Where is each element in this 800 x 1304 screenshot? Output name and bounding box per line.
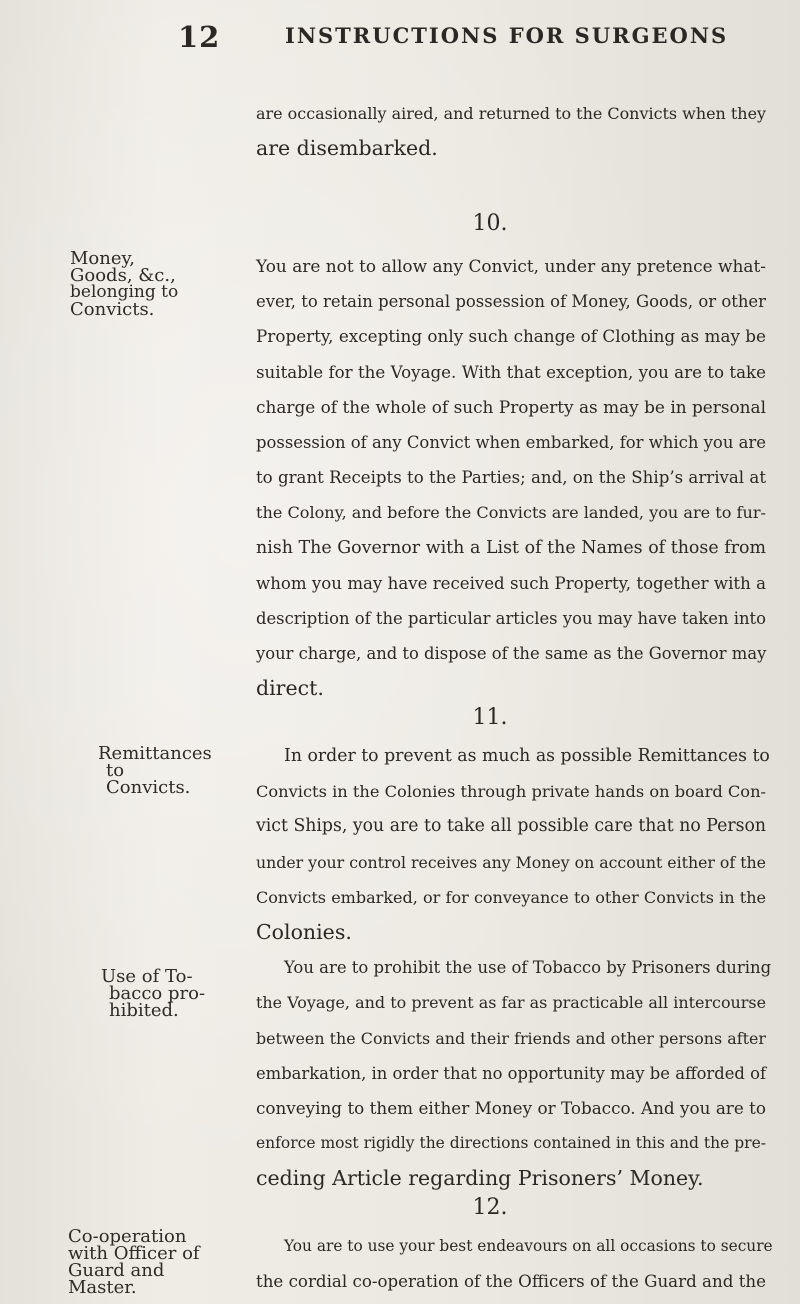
text-line: Convicts embarked, or for conveyance to other Convicts in the — [256, 887, 766, 907]
margin-note-line: bacco pro- — [109, 983, 206, 1004]
text-line: You are not to allow any Convict, under any pretence what- — [256, 256, 766, 276]
text-line: You are to use your best endeavours on all occasions to secure — [284, 1237, 773, 1255]
section-number-10: 10. — [472, 211, 508, 236]
margin-note-line: hibited. — [109, 1000, 179, 1021]
text-line: conveying to them either Money or Tobacco. And you are to — [256, 1097, 766, 1118]
text-line: the Colony, and before the Convicts are landed, you are to fur- — [256, 503, 766, 523]
margin-note-tobacco — [101, 968, 211, 1019]
text-line: under your control receives any Money on account either of the — [256, 852, 766, 872]
intro-paragraph — [256, 96, 766, 166]
running-head: INSTRUCTIONS FOR SURGEONS — [285, 23, 729, 48]
margin-note-remittances — [98, 743, 212, 798]
text-line: description of the particular articles you may have taken into — [256, 608, 766, 628]
margin-note-line: Guard and — [68, 1260, 165, 1281]
section-number-11: 11. — [472, 705, 508, 730]
text-line: charge of the whole of such Property as may be in personal — [256, 396, 766, 417]
margin-note-line: Co-operation — [68, 1226, 187, 1247]
margin-note-line: Remittances — [98, 743, 212, 764]
text-line: direct. — [256, 676, 324, 701]
text-line: suitable for the Voyage. With that exception, you are to take — [256, 362, 766, 382]
text-line: nish The Governor with a List of the Names of those from — [256, 537, 766, 558]
text-line: the cordial co-operation of the Officers of the Guard and the — [256, 1272, 766, 1292]
text-line: ever, to retain personal possession of Money, Goods, or other — [256, 292, 766, 312]
text-line: are disembarked. — [256, 136, 438, 161]
text-line: Convicts in the Colonies through private hands on board Con- — [256, 782, 766, 802]
text-line: are occasionally aired, and returned to the Convicts when they — [256, 104, 767, 123]
text-line: the Voyage, and to prevent as far as practicable all intercourse — [256, 993, 766, 1013]
text-line: between the Convicts and their friends and other persons after — [256, 1028, 766, 1048]
text-line: You are to prohibit the use of Tobacco by Prisoners during — [284, 958, 772, 978]
text-line: Colonies. — [256, 919, 352, 944]
text-line: Property, excepting only such change of Clothing as may be — [256, 326, 766, 347]
margin-note-line: to Convicts. — [106, 760, 191, 798]
section-12-paragraph — [256, 1229, 773, 1299]
margin-note-line: belonging to — [70, 282, 179, 302]
text-line: whom you may have received such Property, together with a — [256, 573, 766, 593]
text-line: vict Ships, you are to take all possible care that no Person — [256, 816, 766, 837]
section-number-12: 12. — [472, 1195, 508, 1220]
margin-note-money — [70, 250, 180, 318]
page-number: 12 — [178, 20, 221, 54]
text-line: In order to prevent as much as possible Remittances to — [284, 746, 770, 766]
margin-note-line: Money, — [70, 248, 136, 269]
text-line: enforce most rigidly the directions contained in this and the pre- — [256, 1134, 766, 1153]
text-line: your charge, and to dispose of the same as the Governor may — [256, 644, 767, 664]
text-line: possession of any Convict when embarked, for which you are — [256, 432, 766, 452]
margin-note-cooperation — [68, 1228, 238, 1296]
text-line: ceding Article regarding Prisoners’ Money. — [256, 1166, 704, 1191]
margin-note-line: with Officer of — [68, 1243, 200, 1264]
margin-note-line: Goods, &c., — [70, 265, 176, 286]
margin-note-line: Master. — [68, 1277, 137, 1298]
text-line: to grant Receipts to the Parties; and, on the Ship’s arrival at — [256, 468, 766, 488]
section-10-paragraph — [256, 249, 766, 706]
margin-note-line: Use of To- — [101, 966, 193, 987]
text-line: embarkation, in order that no opportunity may be afforded of — [256, 1063, 766, 1083]
section-11-paragraph — [256, 739, 772, 1196]
page-header — [0, 20, 800, 60]
margin-note-line: Convicts. — [70, 299, 155, 320]
